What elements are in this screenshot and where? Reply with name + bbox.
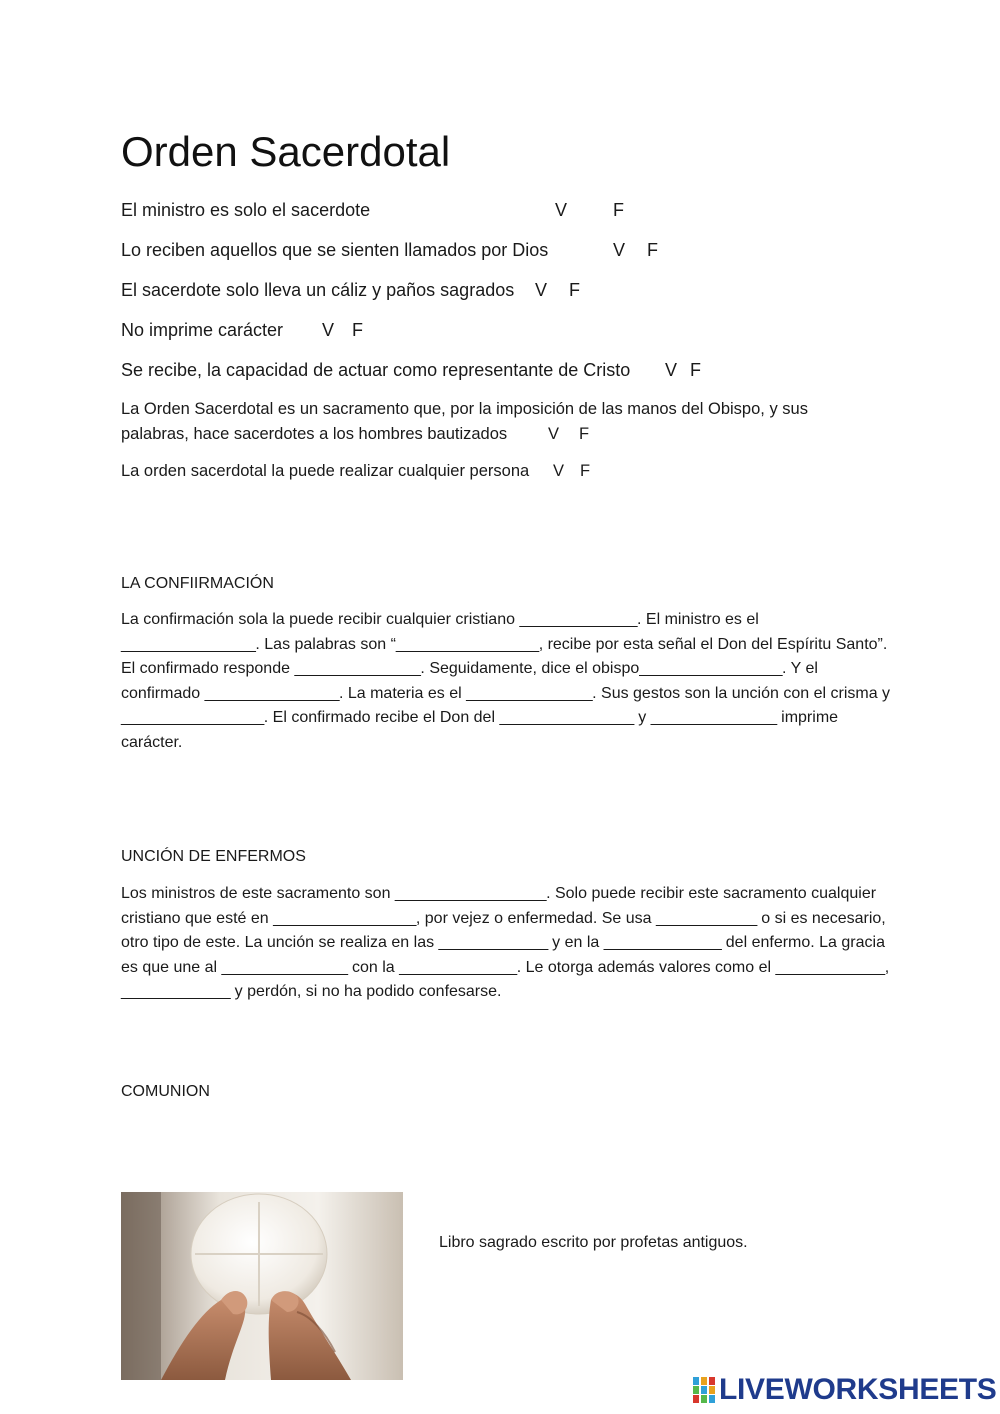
true-option[interactable]: V (535, 280, 548, 300)
blank-field[interactable]: _______________ (466, 684, 593, 702)
statement-1 (121, 198, 370, 222)
logo-text: LIVEWORKSHEETS (719, 1373, 997, 1406)
text: del enfermo. La gracia es que une al (121, 934, 885, 976)
false-option[interactable]: F (690, 360, 701, 380)
statement-6-line-1: La Orden Sacerdotal es un sacramento que, por la imposición de las manos del Obispo, y sus (121, 400, 808, 418)
false-option[interactable]: F (647, 240, 658, 260)
text: imprime carácter. (121, 709, 839, 751)
image-caption: Libro sagrado escrito por profetas antiguos. (439, 1234, 748, 1251)
statement-4 (121, 318, 283, 342)
false-option[interactable]: F (580, 462, 591, 480)
blank-field[interactable]: ______________ (399, 958, 517, 976)
blank-field[interactable]: _____________ (121, 983, 231, 1000)
blank-field[interactable]: _______________ (650, 709, 777, 726)
statement-text: El ministro es solo el sacerdote (121, 200, 371, 220)
blank-field[interactable]: ________________ (499, 709, 634, 726)
blank-field[interactable]: ____________ (656, 909, 757, 927)
text: . El confirmado recibe el Don del (263, 709, 500, 726)
statement-text: Lo reciben aquellos que se sienten llamados por Dios (121, 240, 549, 260)
section-heading-uncion: UNCIÓN DE ENFERMOS (121, 848, 306, 865)
blank-field[interactable]: _______________ (221, 958, 348, 976)
statement-text: El sacerdote solo lleva un cáliz y paños sagrados (121, 280, 515, 300)
text: , recibe por esta señal el Don del Espíritu Santo”. El confirmado responde (121, 635, 888, 677)
true-option[interactable]: V (613, 240, 626, 260)
text: . La materia es el (338, 684, 467, 702)
text: . Seguidamente, dice el obispo (420, 660, 640, 677)
statement-5 (121, 358, 630, 382)
text: . Solo puede recibir este sacramento cualquier cristiano que esté en (121, 885, 877, 927)
text: , por vejez o enfermedad. Se usa (415, 909, 657, 927)
text: o si es necesario, otro tipo de este. La unción se realiza en las (121, 909, 886, 951)
true-option[interactable]: V (555, 200, 568, 220)
eucharist-host-image (121, 1192, 403, 1380)
uncion-paragraph (121, 882, 891, 1005)
statement-text: Se recibe, la capacidad de actuar como representante de Cristo (121, 360, 631, 380)
statement-2 (121, 238, 548, 262)
text: y (633, 709, 651, 726)
blank-field[interactable]: _____________ (775, 958, 885, 976)
statement-3 (121, 278, 514, 302)
blank-field[interactable]: _______________ (294, 660, 421, 677)
text: La confirmación sola la puede recibir cualquier cristiano (121, 611, 520, 628)
blank-field[interactable]: _________________ (639, 660, 783, 677)
statement-text: No imprime carácter (121, 320, 284, 340)
text: . El ministro es el (637, 611, 759, 628)
statement-6-line-2: palabras, hace sacerdotes a los hombres bautizados (121, 425, 508, 443)
blank-field[interactable]: ______________ (519, 611, 638, 628)
confirmacion-paragraph (121, 608, 891, 755)
text: Los ministros de este sacramento son (121, 885, 395, 902)
true-option[interactable]: V (322, 320, 335, 340)
blank-field[interactable]: __________________ (394, 885, 547, 902)
false-option[interactable]: F (613, 200, 624, 220)
section-heading-confirmacion: LA CONFIIRMACIÓN (121, 575, 274, 592)
page-title: Orden Sacerdotal (121, 128, 451, 175)
text: . Y el confirmado (121, 660, 818, 702)
section-heading-comunion: COMUNION (121, 1083, 210, 1100)
liveworksheets-logo (693, 1374, 997, 1406)
text: y perdón, si no ha podido confesarse. (230, 983, 502, 1000)
blank-field[interactable]: ______________ (603, 934, 722, 951)
logo-icon (693, 1377, 715, 1403)
true-option[interactable]: V (553, 462, 565, 480)
true-option[interactable]: V (665, 360, 678, 380)
false-option[interactable]: F (569, 280, 580, 300)
host-photo (121, 1192, 403, 1380)
false-option[interactable]: F (579, 425, 590, 443)
text: . Las palabras son “ (255, 635, 396, 653)
blank-field[interactable]: ________________ (204, 684, 339, 702)
true-option[interactable]: V (548, 425, 560, 443)
blank-field[interactable]: _________________ (273, 909, 416, 927)
text: , (884, 958, 890, 976)
text: . Le otorga además valores como el (516, 958, 776, 976)
blank-field[interactable]: _____________ (438, 934, 548, 951)
false-option[interactable]: F (352, 320, 363, 340)
text: con la (347, 958, 400, 976)
statement-7: La orden sacerdotal la puede realizar cualquier persona (121, 462, 530, 480)
blank-field[interactable]: ________________ (121, 635, 256, 653)
blank-field[interactable]: _________________ (395, 635, 539, 653)
text: . Sus gestos son la unción con el crisma y (592, 684, 891, 702)
text: y en la (547, 934, 604, 951)
blank-field[interactable]: _________________ (121, 709, 264, 726)
